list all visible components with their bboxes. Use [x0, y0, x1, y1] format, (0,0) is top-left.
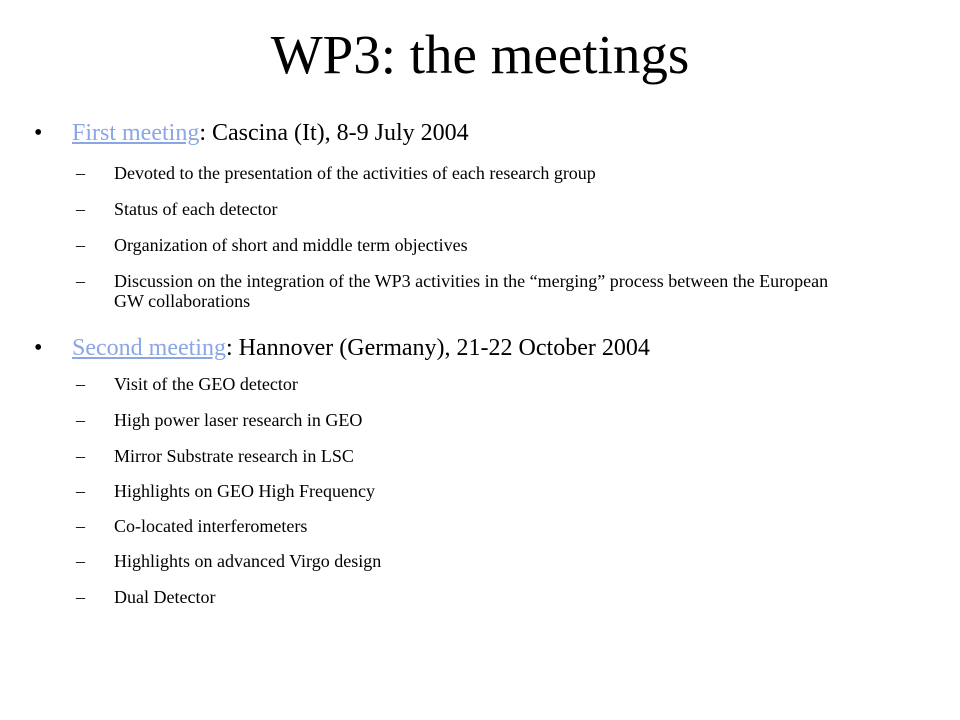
list-item-text: Discussion on the integration of the WP3 activities in the “merging” process between the European GW collaborations — [114, 271, 829, 311]
list-item-text: Organization of short and middle term objectives — [114, 235, 468, 255]
meeting-heading-second — [34, 333, 650, 363]
dash-icon: – — [76, 199, 85, 219]
list-item — [76, 516, 854, 536]
list-item-text: Dual Detector — [114, 587, 216, 607]
second-meeting-link[interactable]: Second meeting — [72, 335, 226, 361]
list-item-text: High power laser research in GEO — [114, 410, 363, 430]
list-item — [76, 481, 854, 501]
dash-icon: – — [76, 271, 85, 291]
list-item-text: Highlights on advanced Virgo design — [114, 551, 382, 571]
dash-icon: – — [76, 587, 85, 607]
dash-icon: – — [76, 235, 85, 255]
list-item — [76, 587, 854, 607]
list-item — [76, 199, 854, 219]
slide-title: WP3: the meetings — [270, 24, 690, 85]
first-meeting-details: : Cascina (It), 8-9 July 2004 — [199, 120, 469, 146]
list-item-text: Co-located interferometers — [114, 516, 308, 536]
dash-icon: – — [76, 446, 85, 466]
list-item — [76, 271, 854, 311]
list-item-text: Highlights on GEO High Frequency — [114, 481, 375, 501]
list-item — [76, 374, 854, 394]
dash-icon: – — [76, 374, 85, 394]
list-item — [76, 235, 854, 255]
dash-icon: – — [76, 410, 85, 430]
dash-icon: – — [76, 163, 85, 183]
first-meeting-link[interactable]: First meeting — [72, 120, 200, 146]
meeting-heading-first — [34, 118, 469, 148]
bullet-icon: • — [34, 335, 43, 361]
list-item-text: Mirror Substrate research in LSC — [114, 446, 354, 466]
list-item — [76, 163, 854, 183]
list-item — [76, 410, 854, 430]
list-item-text: Visit of the GEO detector — [114, 374, 298, 394]
list-item — [76, 551, 854, 571]
bullet-icon: • — [34, 120, 43, 146]
dash-icon: – — [76, 551, 85, 571]
list-item-text: Devoted to the presentation of the activities of each research group — [114, 163, 596, 183]
dash-icon: – — [76, 516, 85, 536]
list-item-text: Status of each detector — [114, 199, 278, 219]
dash-icon: – — [76, 481, 85, 501]
second-meeting-details: : Hannover (Germany), 21-22 October 2004 — [225, 335, 650, 361]
list-item — [76, 446, 854, 466]
